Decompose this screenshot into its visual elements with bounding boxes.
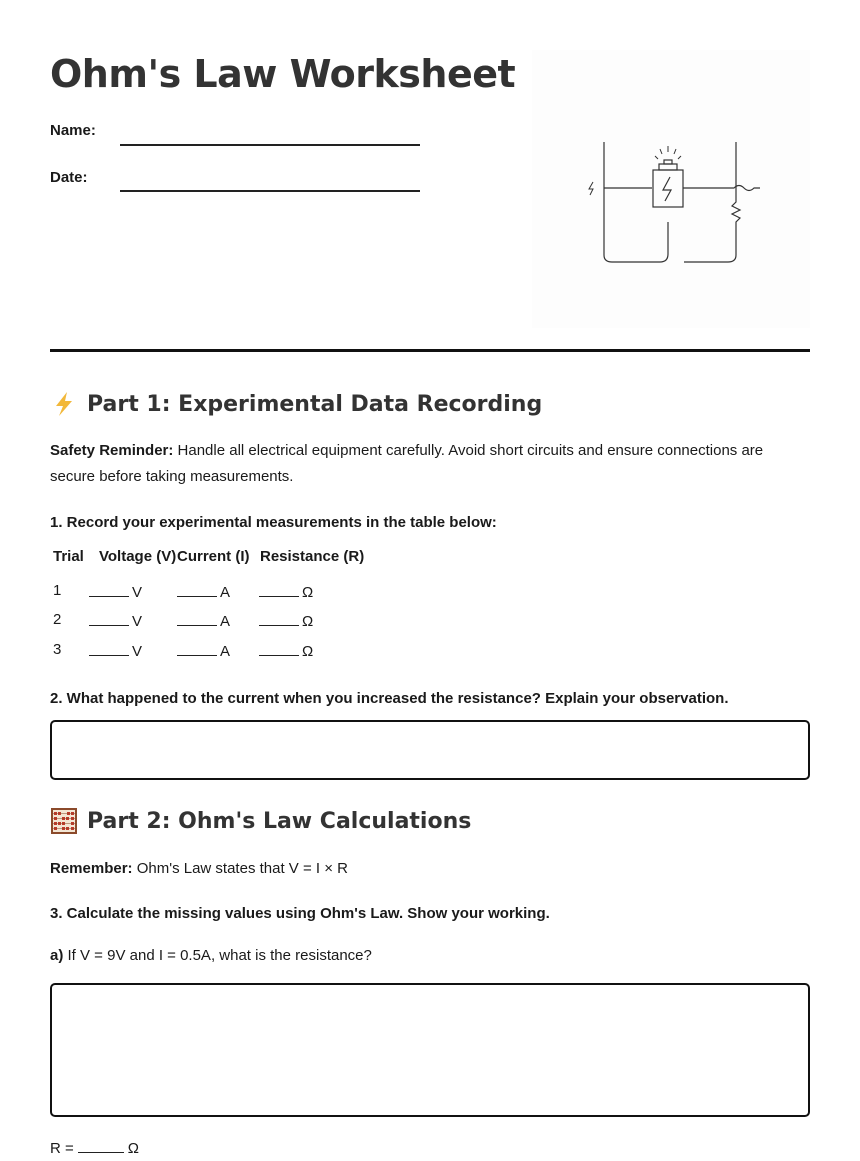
observation-answer-box[interactable] bbox=[50, 720, 810, 780]
remember-text: Ohm's Law states that V = I × R bbox=[132, 860, 348, 877]
current-cell[interactable]: A bbox=[177, 641, 230, 660]
name-field[interactable] bbox=[120, 143, 420, 146]
answer-prefix: R = bbox=[50, 1140, 74, 1157]
current-cell[interactable]: A bbox=[177, 611, 230, 630]
lightning-bolt-icon bbox=[50, 390, 78, 418]
part2-title: Part 2: Ohm's Law Calculations bbox=[50, 807, 471, 835]
worksheet-page bbox=[50, 0, 810, 1161]
answer-unit: Ω bbox=[127, 1140, 139, 1157]
name-label: Name: bbox=[50, 122, 96, 139]
remember-label: Remember: bbox=[50, 860, 133, 877]
question-3: 3. Calculate the missing values using Ohm's Law. Show your working. bbox=[50, 905, 550, 922]
question-3a bbox=[50, 943, 810, 969]
table-row-trial: 2 bbox=[53, 611, 62, 628]
voltage-cell[interactable]: V bbox=[89, 611, 142, 630]
safety-label: Safety Reminder: bbox=[50, 442, 174, 459]
question-3a-label: a) bbox=[50, 947, 64, 964]
circuit-illustration bbox=[532, 50, 810, 328]
remember-note bbox=[50, 856, 810, 882]
resistance-answer[interactable] bbox=[50, 1138, 139, 1157]
abacus-icon bbox=[50, 807, 78, 835]
page-title: Ohm's Law Worksheet bbox=[50, 52, 516, 96]
question-1: 1. Record your experimental measurements in the table below: bbox=[50, 514, 497, 531]
safety-reminder bbox=[50, 438, 810, 490]
voltage-cell[interactable]: V bbox=[89, 582, 142, 601]
answer-blank[interactable] bbox=[78, 1138, 124, 1153]
table-header-trial: Trial bbox=[53, 548, 84, 565]
question-2: 2. What happened to the current when you increased the resistance? Explain your observation. bbox=[50, 690, 729, 707]
table-row-trial: 1 bbox=[53, 582, 62, 599]
resistance-cell[interactable]: Ω bbox=[259, 611, 313, 630]
part1-title: Part 1: Experimental Data Recording bbox=[50, 390, 542, 418]
table-header-voltage: Voltage (V) bbox=[99, 548, 177, 565]
safety-text: Handle all electrical equipment carefully. Avoid short circuits and ensure connections are secure before taking measurements. bbox=[50, 442, 764, 485]
voltage-cell[interactable]: V bbox=[89, 641, 142, 660]
date-label: Date: bbox=[50, 169, 88, 186]
resistance-cell[interactable]: Ω bbox=[259, 582, 313, 601]
table-header-current: Current (I) bbox=[177, 548, 250, 565]
section-divider bbox=[50, 349, 810, 352]
working-answer-box[interactable] bbox=[50, 983, 810, 1117]
question-3a-text: If V = 9V and I = 0.5A, what is the resistance? bbox=[63, 947, 372, 964]
current-cell[interactable]: A bbox=[177, 582, 230, 601]
resistance-cell[interactable]: Ω bbox=[259, 641, 313, 660]
date-field[interactable] bbox=[120, 189, 420, 192]
table-row-trial: 3 bbox=[53, 641, 62, 658]
table-header-resistance: Resistance (R) bbox=[260, 548, 365, 565]
